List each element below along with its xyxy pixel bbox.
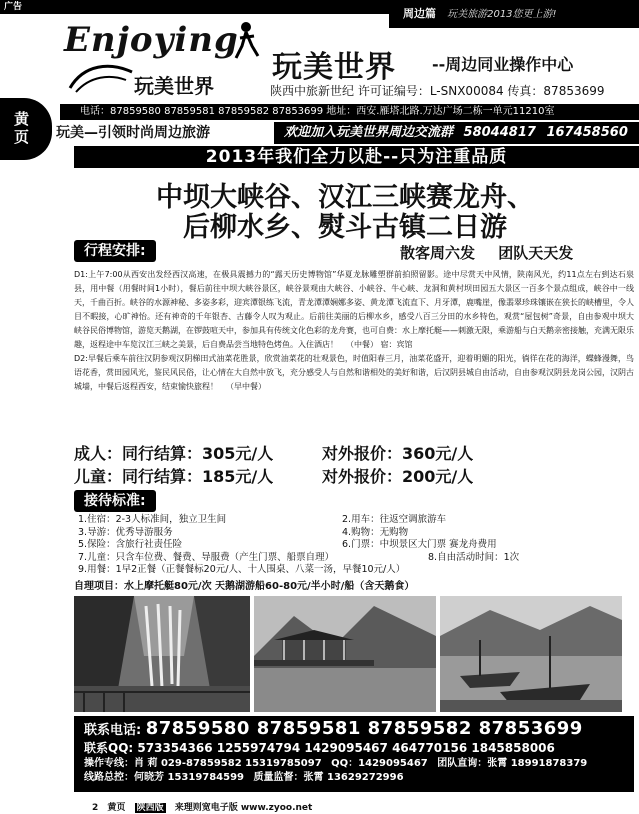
adult-external: 对外报价：360元/人 [322,444,474,463]
tagline-right [274,122,639,144]
phone-label: 联系电话: [84,723,142,738]
price-child [74,464,474,487]
brand-title: 玩美世界 [272,50,396,85]
standards-list [78,514,628,577]
qq-label: 联系QQ: [84,741,134,755]
depart-scatter: 散客周六发 [400,244,476,262]
itinerary-text [74,268,634,394]
itinerary-day1: D1:上午7:00从西安出发经西汉高速，在极具震撼力的“露天历史博物馆”华夏龙脉雕塑群前拍照留影。途中尽赏天中风情，陕南风光，约11点左右到达石泉县，用中餐（用餐时间1小时），餐后前往中坝大峡谷景区，峡谷景观由大峡谷、小峡谷、牛心峡、龙洞和黄村坝田园五大景区一百多个景点组成，峡谷中一线天，千曲百折。峡谷的水源神秘、多姿多彩，迎宾潭银练飞流，青龙潭潭娴娜多姿、黄龙潭飞流直下、月牙潭，鹿嘴崖，像翡翠珍珠镶嵌在狭长的峡槽里，令人目不暇接，心旷神怡。还有神奇的千年银杏、古藤令人叹为观止。后前往美丽的后柳水乡，感受八百三分田的水乡特色，观赏“屋包树”奇景，自由参观中坝大峡谷民俗博物馆，游览天鹅湖，在锣鼓喧天中，参加具有传统文化色彩的龙舟赛，也可自费：水上摩托艇——刺激无限，乘游船与白天鹅亲密接触，充满无限乐趣，返程途中车览汉江三峡之美景，后自费品尝当地特色烤鱼。入住酒店！ （中餐） 宿：宾馆 [74,270,634,349]
logo-chinese: 玩美世界 [134,74,214,98]
std-shopping: 4.购物：无购物 [342,526,409,538]
std-children: 7.儿童：只含车位费、餐费、导服费（产生门票、船票自理） [78,551,335,563]
standards-row [78,514,628,527]
adult-trade-price: 305元/人 [202,444,274,463]
brand-subtitle: --周边同业操作中心 [432,55,574,74]
itinerary-day2: D2:早餐后乘车前往汉阴参观汉阴梯田式油菜花胜景，欣赏油菜花的壮观景色，时值阳春三月，油菜花盛开，迎着明媚的阳光，徜徉在花的海洋，蝶蜂漫舞，鸟语花香，赏田园风光，鉴民风民俗，让心情在大自然中放飞，充分感受人与自然和谐相处的美好和谐，后汉阴县城自由活动，自由参观汉阴县龙岗公园，汉阴古城墙，中餐后返程西安，结束愉快旅程！ （早中餐） [74,354,634,391]
ad-tag: 广告 [4,2,23,12]
std-tickets: 6.门票：中坝景区大门票 赛龙舟费用 [342,539,497,550]
logo-english: Enjoying [64,20,239,60]
departure-info [400,242,591,263]
qq-numbers: 573354366 1255974794 1429095467 464770156 1845858006 [137,741,555,755]
contact-qq [84,740,624,757]
price-adult [74,441,474,464]
qq-group-invite: 欢迎加入玩美世界周边交流群 [284,125,454,140]
contact-bar: 电话：87859580 87859581 87859582 87853699 地址：西安.雁塔北路.万达广场二栋一单元11210室 [60,104,639,120]
itinerary-label: 行程安排: [74,240,156,262]
contact-box [74,716,634,792]
std-free-time: 8.自由活动时间：1次 [428,551,520,563]
operator-qq: QQ：1429095467 [331,758,428,769]
motto-banner: 2013年我们全力以赴--只为注重品质 [74,146,639,168]
section-name: 周边篇 [403,7,436,20]
tagline-bar [56,122,639,144]
standards-row [78,539,628,552]
standards-row [78,527,628,540]
tour-title-line1: 中坝大峡谷、汉江三峡赛龙舟、 [156,182,534,213]
tagline-left: 玩美—引领时尚周边旅游 [56,125,210,141]
license-line: 陕西中旅新世纪 许可证编号：L-SNX00084 传真：87853699 [270,84,605,98]
group-inquiry: 团队直询：张霄 18991878379 [437,758,588,769]
side-tab-line2: 页 [14,128,30,146]
std-insurance: 5.保险：含旅行社责任险 [78,539,183,550]
photo-pavilion-lake [254,596,436,712]
child-external: 对外报价：200元/人 [322,467,474,486]
operator-line: 操作专线：肖 莉 029-87859582 15319785097 [84,758,322,769]
standards-row [78,564,628,577]
section-banner [389,0,639,28]
contact-phones [84,720,624,740]
side-tab-line1: 黄 [14,110,30,128]
std-vehicle: 2.用车：往返空调旅游车 [342,514,447,525]
std-lodging: 1.住宿：2-3人标准间，独立卫生间 [78,514,227,525]
contact-operator [84,757,624,771]
quality-supervisor: 质量监督：张霄 13629272996 [253,772,404,783]
logo-swoosh-icon [66,58,136,94]
day2-meals: （早中餐） [226,382,266,391]
child-trade-price: 185元/人 [202,467,274,486]
tour-title-line2: 后柳水乡、熨斗古镇二日游 [183,212,507,243]
std-guide: 3.导游：优秀导游服务 [78,526,173,538]
footer-site: 来理则宽电子版 www.zyoo.net [174,803,313,813]
route-chief: 线路总控：何晓芳 15319784599 [84,772,245,783]
photo-canyon-waterfall [74,596,250,712]
qq-group-2: 167458560 [546,125,628,140]
standards-label: 接待标准: [74,490,156,512]
page-number: 2 [92,803,99,813]
depart-group: 团队天天发 [498,244,574,262]
photo-boats-dock [440,596,622,712]
child-external-price: 200元/人 [402,467,474,486]
adult-external-price: 360元/人 [402,444,474,463]
side-tab-yellow-pages [0,98,52,160]
child-label: 儿童：同行结算： [74,467,203,486]
contact-supervision [84,771,624,785]
qq-group-1: 58044817 [463,125,536,140]
day1-meals: （中餐） 宿：宾馆 [346,340,413,349]
section-slogan: 玩美旅游2013您更上游! [447,9,557,20]
page-footer [92,800,318,813]
logo-figure-icon [232,20,262,60]
footer-edition: 陕西版 [136,803,164,813]
footer-section: 黄页 [107,803,126,813]
std-meals: 9.用餐：1早2正餐（正餐餐标20元/人、十人围桌、八菜一汤，早餐10元/人） [78,564,406,575]
standards-row [78,552,628,565]
phone-numbers: 87859580 87859581 87859582 87853699 [145,718,583,739]
self-pay-items: 自理项目：水上摩托艇80元/次 天鹅湖游船60-80元/半小时/船（含天鹅食） [74,581,415,592]
adult-label: 成人：同行结算： [74,444,203,463]
